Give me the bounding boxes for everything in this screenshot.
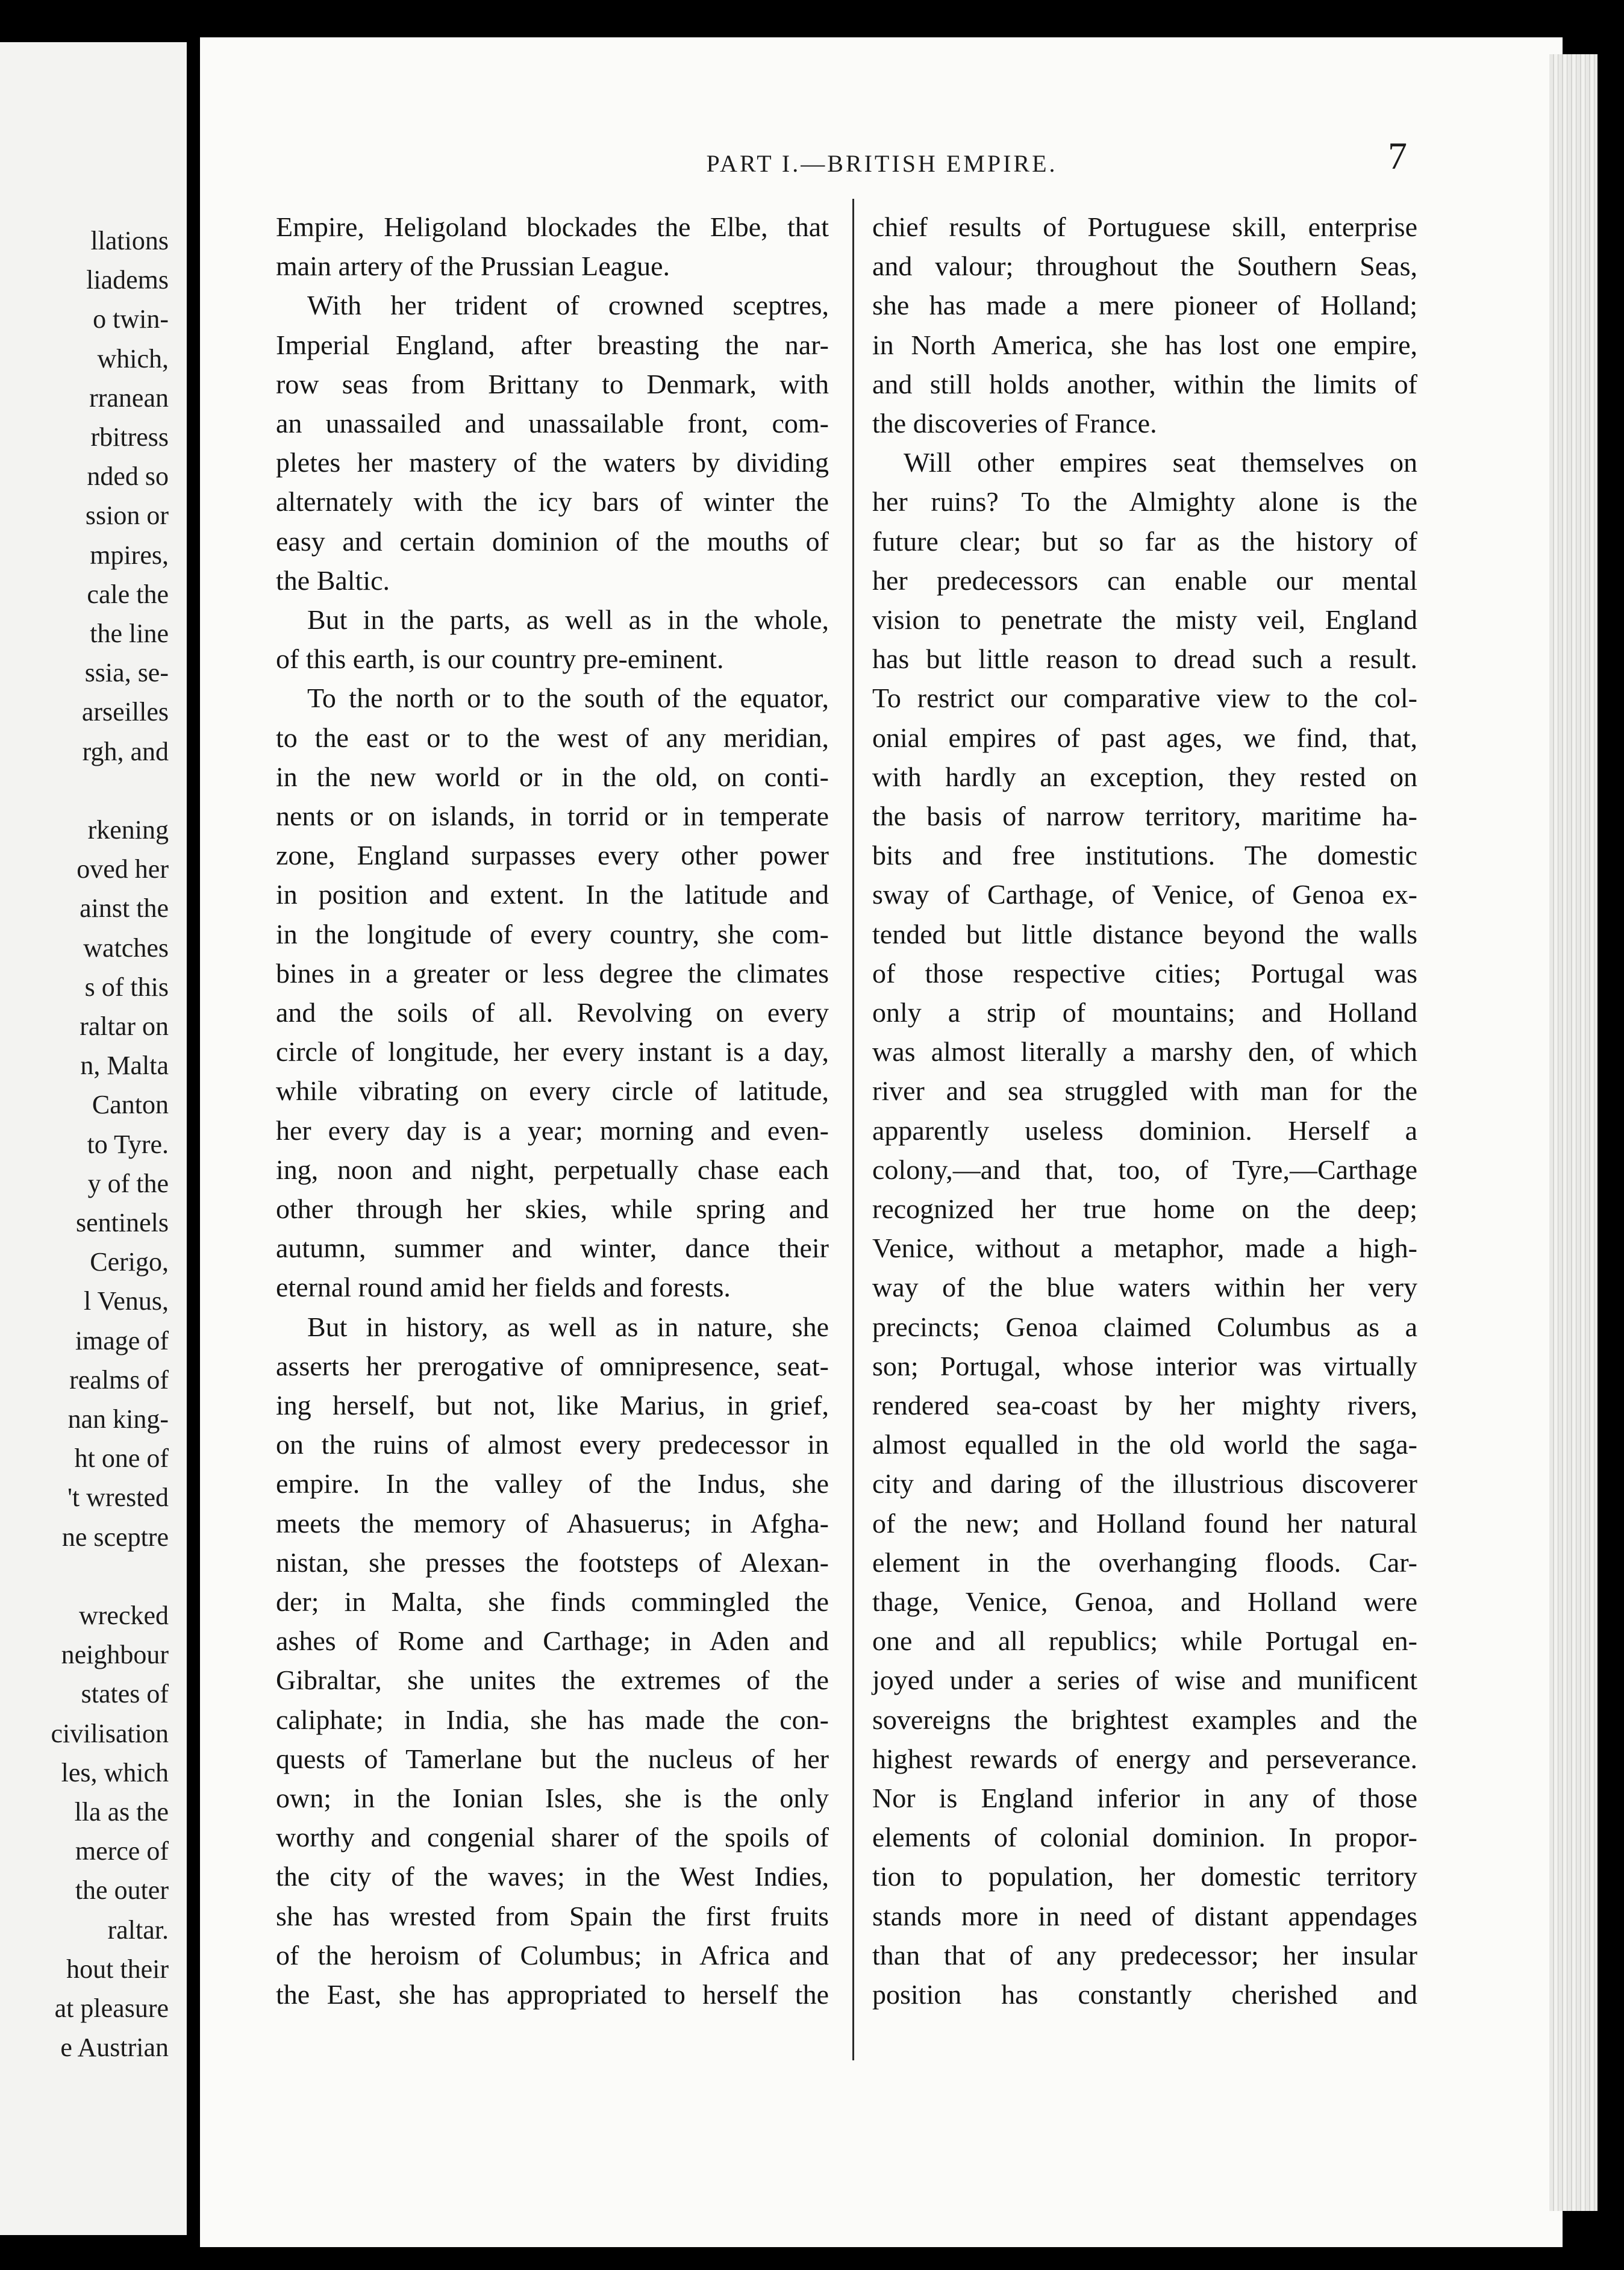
text-line: river and sea struggled with man for the: [872, 1075, 1417, 1107]
text-line: Gibraltar, she unites the extremes of the: [276, 1665, 829, 1696]
text-line: asserts her prerogative of omnipresence, seat-: [276, 1350, 829, 1381]
text-line: and the soils of all. Revolving on every: [276, 997, 829, 1028]
text-line: caliphate; in India, she has made the con-: [276, 1704, 829, 1735]
text-line: Imperial England, after breasting the nar-: [276, 329, 829, 360]
text-line: Venice, without a metaphor, made a high-: [872, 1233, 1417, 1264]
text-line: recognized her true home on the deep;: [872, 1193, 1417, 1224]
text-line: ing, noon and night, perpetually chase each: [276, 1154, 829, 1185]
facing-text-line: image of: [75, 1325, 169, 1355]
text-line: of those respective cities; Portugal was: [872, 957, 1417, 989]
text-line: elements of colonial dominion. In propor-: [872, 1822, 1417, 1853]
text-line: son; Portugal, whose interior was virtually: [872, 1350, 1417, 1381]
facing-text-line: arseilles: [81, 697, 169, 727]
facing-text-line: Cerigo,: [90, 1247, 169, 1277]
facing-text-line: which,: [97, 343, 169, 374]
facing-text-line: raltar.: [107, 1915, 169, 1945]
text-line: rendered sea-coast by her mighty rivers,: [872, 1390, 1417, 1421]
text-line: bines in a greater or less degree the climates: [276, 957, 829, 989]
text-line: meets the memory of Ahasuerus; in Afgha-: [276, 1507, 829, 1539]
text-line: in the new world or in the old, on conti-: [276, 761, 829, 792]
text-line: her ruins? To the Almighty alone is the: [872, 486, 1417, 517]
text-line: main artery of the Prussian League.: [276, 251, 670, 282]
text-line: precincts; Genoa claimed Columbus as a: [872, 1311, 1417, 1342]
facing-text-line: states of: [81, 1679, 169, 1709]
text-line: bits and free institutions. The domestic: [872, 840, 1417, 871]
text-line: the East, she has appropriated to herself the: [276, 1979, 829, 2010]
facing-text-line: n, Malta: [80, 1051, 169, 1081]
facing-text-line: hout their: [66, 1954, 169, 1984]
text-line: in the longitude of every country, she com-: [276, 918, 829, 949]
facing-text-line: ht one of: [74, 1443, 169, 1474]
facing-text-line: the line: [90, 619, 169, 648]
facing-text-line: raltar on: [80, 1011, 169, 1041]
text-line: Nor is England inferior in any of those: [872, 1783, 1417, 1813]
text-line: than that of any predecessor; her insular: [872, 1939, 1417, 1971]
text-line: Will other empires seat themselves on: [904, 447, 1417, 478]
text-line: and still holds another, within the limits of: [872, 368, 1417, 399]
text-line: other through her skies, while spring and: [276, 1193, 829, 1224]
text-line: nistan, she presses the footsteps of Alexan-: [276, 1546, 829, 1578]
facing-page-fragment: [0, 42, 187, 2235]
text-line: of this earth, is our country pre-eminent.: [276, 643, 724, 675]
text-line: sway of Carthage, of Venice, of Genoa ex-: [872, 879, 1417, 910]
text-line: stands more in need of distant appendages: [872, 1900, 1417, 1931]
text-line: the city of the waves; in the West Indies,: [276, 1861, 829, 1892]
text-line: the basis of narrow territory, maritime ha-: [872, 801, 1417, 831]
facing-text-line: realms of: [69, 1365, 169, 1395]
text-line: pletes her mastery of the waters by dividing: [276, 447, 829, 478]
facing-text-line: ssia, se-: [84, 658, 169, 688]
text-line: own; in the Ionian Isles, she is the only: [276, 1783, 829, 1813]
text-line: colony,—and that, too, of Tyre,—Carthage: [872, 1154, 1417, 1185]
text-line: nents or on islands, in torrid or in temperate: [276, 801, 829, 831]
facing-text-line: liadems: [86, 265, 169, 295]
text-line: almost equalled in the old world the saga-: [872, 1429, 1417, 1460]
text-line: position has constantly cherished and: [872, 1979, 1417, 2010]
facing-text-line: s of this: [84, 972, 169, 1002]
text-line: zone, England surpasses every other power: [276, 840, 829, 871]
facing-text-line: oved her: [77, 854, 169, 884]
text-line: ing herself, but not, like Marius, in grief,: [276, 1390, 829, 1421]
text-line: onial empires of past ages, we find, that,: [872, 722, 1417, 753]
text-line: element in the overhanging floods. Car-: [872, 1546, 1417, 1578]
text-line: But in the parts, as well as in the whole,: [307, 604, 829, 635]
text-line: an unassailed and unassailable front, com-: [276, 408, 829, 439]
page-number: 7: [1388, 134, 1407, 177]
facing-text-line: Canton: [92, 1090, 169, 1120]
facing-text-line: y of the: [87, 1168, 169, 1198]
running-head: PART I.—BRITISH EMPIRE.: [706, 150, 1058, 177]
facing-text-line: nan king-: [67, 1404, 169, 1434]
facing-text-line: rkening: [87, 815, 169, 845]
text-line: circle of longitude, her every instant is a day,: [276, 1036, 829, 1068]
text-line: Empire, Heligoland blockades the Elbe, that: [276, 211, 829, 242]
text-line: only a strip of mountains; and Holland: [872, 997, 1417, 1028]
text-line: chief results of Portuguese skill, enterprise: [872, 211, 1417, 242]
text-line: city and daring of the illustrious discoverer: [872, 1468, 1417, 1499]
facing-text-line: mpires,: [90, 540, 169, 570]
text-line: ashes of Rome and Carthage; in Aden and: [276, 1625, 829, 1657]
text-line: in position and extent. In the latitude and: [276, 879, 829, 910]
facing-text-line: at pleasure: [54, 1993, 169, 2023]
text-line: way of the blue waters within her very: [872, 1272, 1417, 1303]
text-line: her predecessors can enable our mental: [872, 564, 1417, 596]
facing-text-line: llations: [90, 226, 169, 255]
facing-text-line: ainst the: [80, 893, 169, 924]
text-line: on the ruins of almost every predecessor in: [276, 1429, 829, 1460]
text-line: sovereigns the brightest examples and the: [872, 1704, 1417, 1735]
text-line: highest rewards of energy and perseverance.: [872, 1743, 1417, 1774]
facing-text-line: o twin-: [93, 304, 169, 334]
facing-text-line: wrecked: [78, 1601, 169, 1630]
facing-text-line: ssion or: [85, 501, 169, 531]
text-line: row seas from Brittany to Denmark, with: [276, 368, 829, 399]
text-line: while vibrating on every circle of latitude,: [276, 1075, 829, 1107]
text-line: With her trident of crowned sceptres,: [307, 290, 829, 321]
facing-text-line: rbitress: [90, 422, 169, 452]
facing-text-line: watches: [83, 933, 169, 963]
text-line: one and all republics; while Portugal en-: [872, 1625, 1417, 1657]
facing-text-line: sentinels: [76, 1208, 169, 1237]
facing-text-line: 't wrested: [67, 1483, 169, 1513]
facing-text-line: to Tyre.: [87, 1129, 169, 1159]
column-divider: [852, 199, 854, 2060]
text-line: the Baltic.: [276, 564, 390, 596]
text-line: was almost literally a marshy den, of which: [872, 1036, 1417, 1068]
facing-text-line: neighbour: [61, 1640, 169, 1670]
facing-text-line: les, which: [61, 1757, 169, 1787]
facing-text-line: cale the: [87, 579, 169, 609]
facing-text-line: rgh, and: [82, 736, 169, 766]
text-line: future clear; but so far as the history of: [872, 525, 1417, 557]
facing-text-line: the outer: [75, 1875, 169, 1906]
text-line: of the heroism of Columbus; in Africa and: [276, 1939, 829, 1971]
text-line: tion to population, her domestic territory: [872, 1861, 1417, 1892]
text-line: alternately with the icy bars of winter the: [276, 486, 829, 517]
text-line: she has wrested from Spain the first fruits: [276, 1900, 829, 1931]
facing-text-line: e Austrian: [60, 2033, 169, 2063]
text-line: has but little reason to dread such a result.: [872, 643, 1417, 675]
text-line: But in history, as well as in nature, she: [307, 1311, 829, 1342]
text-line: in North America, she has lost one empire,: [872, 329, 1417, 360]
text-line: tended but little distance beyond the walls: [872, 918, 1417, 949]
text-line: the discoveries of France.: [872, 408, 1157, 439]
facing-text-line: rranean: [89, 383, 169, 413]
facing-text-line: merce of: [75, 1836, 169, 1866]
text-line: quests of Tamerlane but the nucleus of her: [276, 1743, 829, 1774]
text-line: apparently useless dominion. Herself a: [872, 1115, 1417, 1146]
text-line: joyed under a series of wise and munificent: [872, 1665, 1417, 1696]
text-line: worthy and congenial sharer of the spoils of: [276, 1822, 829, 1853]
text-line: her every day is a year; morning and even-: [276, 1115, 829, 1146]
text-line: autumn, summer and winter, dance their: [276, 1233, 829, 1264]
text-line: easy and certain dominion of the mouths of: [276, 525, 829, 557]
facing-text-line: civilisation: [51, 1718, 169, 1748]
text-line: with hardly an exception, they rested on: [872, 761, 1417, 792]
text-line: eternal round amid her fields and forests.: [276, 1272, 731, 1303]
text-line: she has made a mere pioneer of Holland;: [872, 290, 1417, 321]
facing-text-line: lla as the: [74, 1797, 169, 1827]
text-line: vision to penetrate the misty veil, England: [872, 604, 1417, 635]
text-line: empire. In the valley of the Indus, she: [276, 1468, 829, 1499]
text-line: of the new; and Holland found her natural: [872, 1507, 1417, 1539]
facing-text-line: nded so: [87, 461, 169, 492]
text-line: der; in Malta, she finds commingled the: [276, 1586, 829, 1617]
text-line: and valour; throughout the Southern Seas,: [872, 251, 1417, 282]
facing-text-line: l Venus,: [84, 1286, 169, 1316]
text-line: thage, Venice, Genoa, and Holland were: [872, 1586, 1417, 1617]
page-stack-edge: [1549, 54, 1597, 2211]
text-line: To restrict our comparative view to the col-: [872, 683, 1417, 714]
text-line: to the east or to the west of any meridian,: [276, 722, 829, 753]
facing-text-line: ne sceptre: [61, 1522, 169, 1552]
text-line: To the north or to the south of the equator,: [307, 683, 829, 714]
